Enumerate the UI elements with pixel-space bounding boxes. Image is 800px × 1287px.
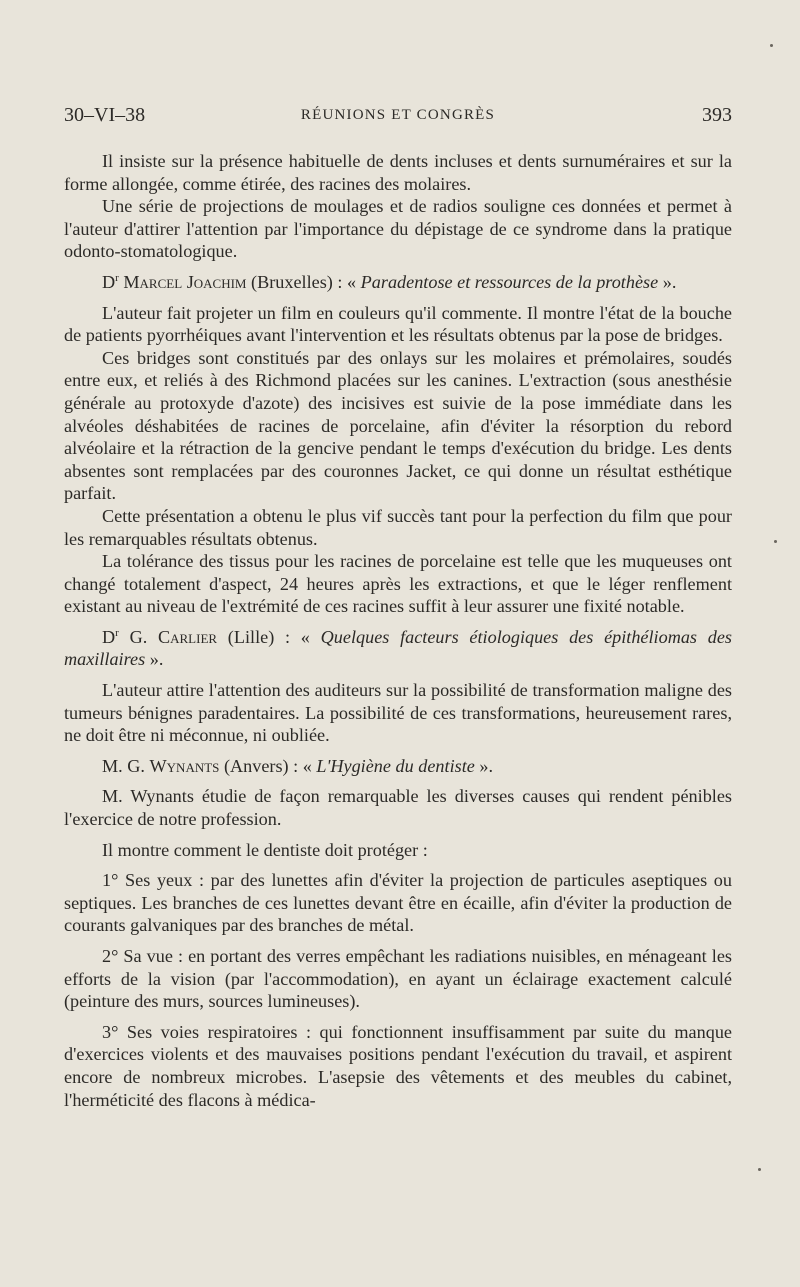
title-dr-sup: r	[115, 626, 119, 639]
paper-speck	[758, 1168, 761, 1171]
speaker-heading	[64, 755, 732, 778]
paragraph: La tolérance des tissus pour les racines de porcelaine est telle que les muqueuses ont changé totalement d'aspect, 24 heures après les extractions, et que le léger renflement existant au niveau de l'extrémité de ces racines suffit à leur assurer une fixité notable.	[64, 551, 732, 617]
speaker-heading	[64, 271, 732, 294]
speaker-prefix: M. G.	[102, 755, 150, 776]
speaker-name: Marcel Joachim	[123, 271, 247, 292]
speaker-place: (Lille) : «	[217, 626, 321, 647]
paragraph: M. Wynants étudie de façon remarquable les diverses causes qui rendent pénibles l'exercice de notre profession.	[64, 786, 732, 830]
header-section-title: RÉUNIONS ET CONGRÈS	[300, 107, 496, 123]
speaker-place: (Anvers) : «	[219, 755, 317, 776]
title-dr: D	[102, 271, 116, 292]
paper-speck	[774, 540, 777, 543]
heading-end: ».	[658, 271, 677, 292]
paragraph: Il montre comment le dentiste doit protéger :	[102, 839, 428, 860]
speaker-name: G. Carlier	[129, 626, 218, 647]
list-item: 1° Ses yeux : par des lunettes afin d'éviter la projection de particules aseptiques ou septiques. Les branches de ces lunettes devant être en écaille, afin d'éviter la production de courants galvaniques par des branches de métal.	[64, 870, 732, 936]
title-dr: D	[102, 626, 116, 647]
paragraph: Une série de projections de moulages et de radios souligne ces données et permet à l'auteur d'attirer l'attention par l'importance du dépistage de ce syndrome dans la pratique odonto-stomatologique.	[64, 196, 732, 262]
article-body	[64, 150, 732, 1111]
running-header	[64, 104, 732, 134]
list-item: 3° Ses voies respiratoires : qui fonctionnent insuffisamment par suite du manque d'exercices violents et des mauvaises positions pendant l'exécution du travail, et aspirent encore de nombreux microbes. L'asepsie des vêtements et des meubles du cabinet, l'herméticité des flacons à médica-	[64, 1021, 732, 1110]
talk-title: Quelques facteurs étiologiques des épithéliomas des maxillaires	[64, 626, 733, 670]
speaker-heading	[64, 626, 732, 671]
paragraph: Il insiste sur la présence habituelle de dents incluses et dents surnuméraires et sur la forme allongée, comme étirée, des racines des molaires.	[64, 151, 732, 194]
paragraph: Ces bridges sont constitués par des onlays sur les molaires et prémolaires, soudés entre eux, et reliés à des Richmond placées sur les canines. L'extraction (sous anesthésie générale au protoxyde d'azote) des incisives est suivie de la pose immédiate dans les alvéoles déshabitées de racines de porcelaine, afin d'éviter la résorption du rebord alvéolaire et la rétraction de la gencive pendant le temps d'exécution du bridge. Les dents absentes sont remplacées par des couronnes Jacket, ce qui donne un résultat esthétique parfait.	[64, 347, 732, 504]
paper-speck	[770, 44, 773, 47]
speaker-name: Wynants	[149, 755, 220, 776]
talk-title: Paradentose et ressources de la prothèse	[360, 271, 659, 292]
header-date: 30–VI–38	[64, 104, 146, 126]
paragraph: L'auteur fait projeter un film en couleurs qu'il commente. Il montre l'état de la bouche de patients pyorrhéiques avant l'intervention et les résultats obtenus par la pose de bridges.	[64, 302, 732, 346]
heading-end: ».	[474, 755, 494, 776]
list-item: 2° Sa vue : en portant des verres empêchant les radiations nuisibles, en ménageant les efforts de la vision (par l'accommodation), en ayant un éclairage exactement calculé (peinture des murs, sources lumineuses).	[64, 946, 732, 1012]
heading-end: ».	[145, 649, 164, 670]
paragraph: L'auteur attire l'attention des auditeurs sur la possibilité de transformation maligne des tumeurs bénignes paradentaires. La possibilité de ces transformations, heureusement rares, ne doit être ni méconnue, ni oubliée.	[64, 680, 732, 746]
talk-title: L'Hygiène du dentiste	[316, 755, 475, 776]
paragraph: Cette présentation a obtenu le plus vif succès tant pour la perfection du film que pour les remarquables résultats obtenus.	[64, 505, 732, 549]
speaker-place: (Bruxelles) : «	[246, 271, 361, 292]
title-dr-sup: r	[115, 271, 119, 284]
page-number: 393	[702, 104, 732, 126]
